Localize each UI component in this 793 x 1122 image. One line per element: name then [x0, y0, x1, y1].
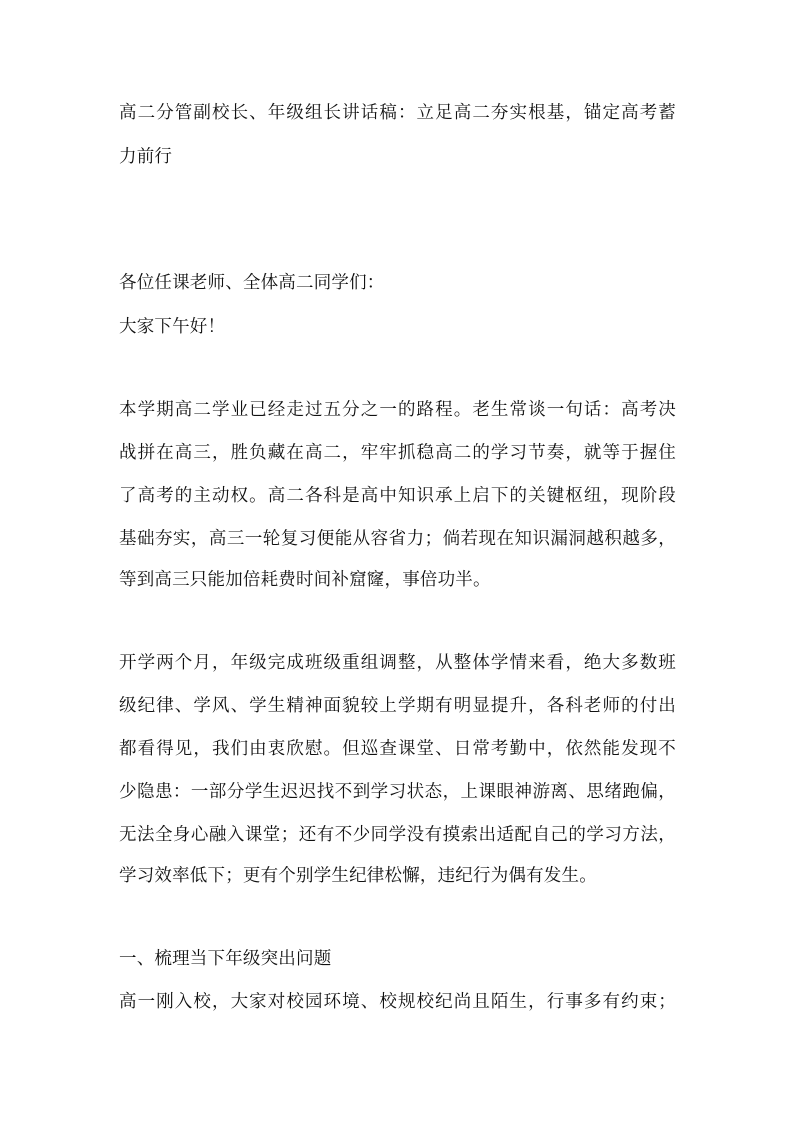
paragraph-2-line-4: 少隐患：一部分学生迟迟找不到学习状态，上课眼神游离、思绪跑偏，: [119, 782, 676, 802]
paragraph-1-line-5: 等到高三只能加倍耗费时间补窟窿，事倍功半。: [119, 570, 491, 590]
paragraph-2-line-2: 级纪律、学风、学生精神面貌较上学期有明显提升，各科老师的付出: [119, 696, 676, 716]
paragraph-2-line-5: 无法全身心融入课堂；还有不少同学没有摸索出适配自己的学习方法，: [119, 825, 676, 845]
paragraph-2-line-3: 都看得见，我们由衷欣慰。但巡查课堂、日常考勤中，依然能发现不: [119, 739, 676, 759]
paragraph-1-line-4: 基础夯实，高三一轮复习便能从容省力；倘若现在知识漏洞越积越多，: [119, 529, 676, 549]
section-1-heading: 一、梳理当下年级突出问题: [119, 949, 332, 969]
paragraph-1-line-3: 了高考的主动权。高二各科是高中知识承上启下的关键枢纽，现阶段: [119, 486, 676, 506]
salutation: 各位任课老师、全体高二同学们：: [119, 273, 385, 293]
paragraph-1-line-1: 本学期高二学业已经走过五分之一的路程。老生常谈一句话：高考决: [119, 400, 676, 420]
document-title-line-1: 高二分管副校长、年级组长讲话稿：立足高二夯实根基，锚定高考蓄: [119, 103, 676, 123]
section-1-line-1: 高一刚入校，大家对校园环境、校规校纪尚且陌生，行事多有约束；: [119, 992, 676, 1012]
paragraph-2-line-1: 开学两个月，年级完成班级重组调整，从整体学情来看，绝大多数班: [119, 653, 676, 673]
paragraph-2-line-6: 学习效率低下；更有个别学生纪律松懈，违纪行为偶有发生。: [119, 866, 597, 886]
paragraph-1-line-2: 战拼在高三，胜负藏在高二，牢牢抓稳高二的学习节奏，就等于握住: [119, 443, 676, 463]
greeting: 大家下午好！: [119, 317, 226, 337]
document-title-line-2: 力前行: [119, 147, 173, 167]
